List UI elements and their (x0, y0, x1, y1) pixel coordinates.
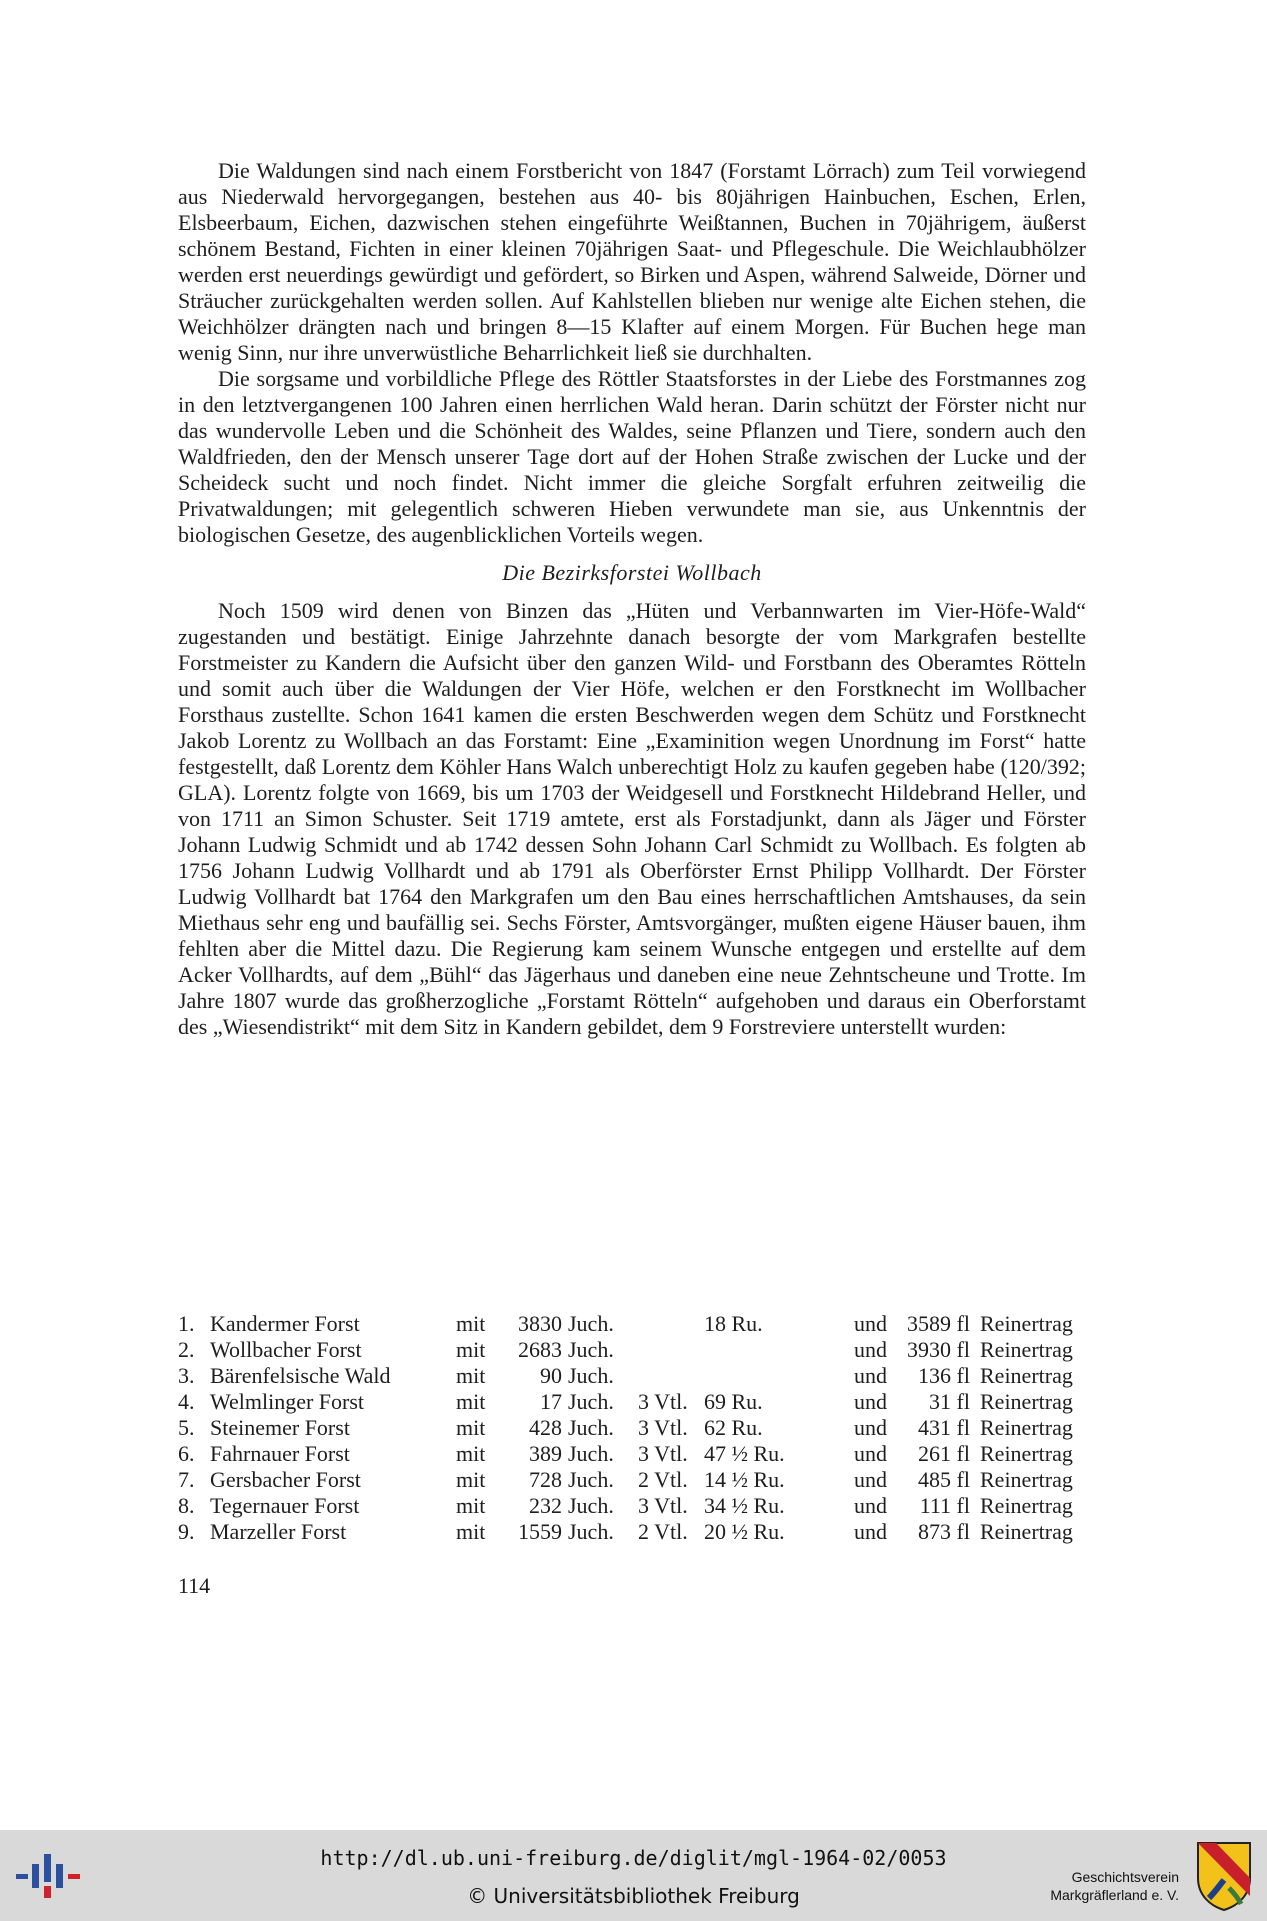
row-number: 8. (178, 1493, 195, 1518)
forest-row (178, 1519, 1088, 1545)
row-number: 6. (178, 1441, 195, 1466)
forest-row (178, 1493, 1088, 1519)
und-label: und (854, 1415, 887, 1440)
area-juchart: 17 (540, 1389, 562, 1414)
mit-label: mit (456, 1441, 486, 1466)
area-juchart: 728 (529, 1467, 562, 1492)
area-viertel (638, 1311, 704, 1337)
paragraph-bezirksforstei-history: Noch 1509 wird denen von Binzen das „Hüten und Verbannwarten im Vier-Höfe-Wald“ zugestanden und bestätigt. Einige Jahrzehnte danach besorgte der vom Markgrafen bestellte Forstmeister zu Kandern die Aufsicht über den ganzen Wild- und Forstbann des Oberamtes Rötteln und somit auch über die Waldungen der Vier Höfe, welchen er den Forstknecht im Wollbacher Forsthaus zustellte. Schon 1641 kamen die ersten Beschwerden wegen dem Schütz und Forstknecht Jakob Lorentz zu Wollbach an das Forstamt: Eine „Examinition wegen Unordnung im Forst“ hatte festgestellt, daß Lorentz dem Köhler Hans Walch unberechtigt Holz zu kaufen gegeben habe (120/392; GLA). Lorentz folgte von 1669, bis um 1703 der Weidgesell und Forstknecht Hildebrand Heller, und von 1711 an Simon Schuster. Seit 1719 amtete, erst als Forstadjunkt, dann als Jäger und Förster Johann Ludwig Schmidt und ab 1742 dessen Sohn Johann Carl Schmidt zu Wollbach. Es folgten ab 1756 Johann Ludwig Vollhardt und ab 1791 als Oberförster Ernst Philipp Vollhardt. Der Förster Ludwig Vollhardt bat 1764 den Markgrafen um den Bau eines herrschaftlichen Amtshauses, da sein Miethaus sehr eng und baufällig sei. Sechs Förster, Amtsvorgänger, mußten eigene Häuser bauen, ihm fehlten aber die Mittel dazu. Die Regierung kam seinem Wunsche entgegen und erstellte auf dem Acker Vollhardts, auf dem „Bühl“ das Jägerhaus und daneben eine neue Zehntscheune und Trotte. Im Jahre 1807 wurde das großherzogliche „Forstamt Rötteln“ aufgehoben und daraus ein Oberforstamt des „Wiesendistrikt“ mit dem Sitz in Kandern gebildet, dem 9 Forstreviere unterstellt wurden: (178, 598, 1086, 1039)
reinertrag-label: Reinertrag (980, 1441, 1073, 1466)
row-number: 1. (178, 1311, 195, 1336)
forest-row (178, 1467, 1088, 1493)
net-yield-gulden: 31 fl (929, 1389, 970, 1414)
area-viertel: 3 Vtl. (638, 1415, 688, 1440)
area-viertel (638, 1363, 704, 1389)
net-yield-gulden: 261 fl (918, 1441, 970, 1466)
row-number: 4. (178, 1389, 195, 1414)
area-juchart: 1559 (518, 1519, 562, 1544)
area-juchart: 389 (529, 1441, 562, 1466)
forest-row (178, 1311, 1088, 1337)
forest-name: Steinemer Forst (210, 1415, 350, 1440)
mit-label: mit (456, 1467, 486, 1492)
society-name-line-2: Markgräflerland e. V. (1050, 1887, 1179, 1903)
reinertrag-label: Reinertrag (980, 1415, 1073, 1440)
unit-juchart: Juch. (568, 1311, 614, 1336)
society-name-line-1: Geschichtsverein (1071, 1869, 1179, 1885)
net-yield-gulden: 3589 fl (907, 1311, 970, 1336)
document-url-link[interactable]: http://dl.ub.uni-freiburg.de/diglit/mgl-1964-02/0053 (320, 1846, 947, 1870)
net-yield-gulden: 485 fl (918, 1467, 970, 1492)
unit-juchart: Juch. (568, 1337, 614, 1362)
und-label: und (854, 1519, 887, 1544)
row-number: 5. (178, 1415, 195, 1440)
und-label: und (854, 1311, 887, 1336)
area-juchart: 3830 (518, 1311, 562, 1336)
reinertrag-label: Reinertrag (980, 1311, 1073, 1336)
forest-name: Kandermer Forst (210, 1311, 360, 1336)
forest-name: Welmlinger Forst (210, 1389, 365, 1414)
unit-juchart: Juch. (568, 1467, 614, 1492)
net-yield-gulden: 873 fl (918, 1519, 970, 1544)
area-ruten: 47 ½ Ru. (704, 1441, 785, 1466)
mit-label: mit (456, 1519, 486, 1544)
area-juchart: 2683 (518, 1337, 562, 1362)
forest-row (178, 1389, 1088, 1415)
mit-label: mit (456, 1389, 486, 1414)
forest-name: Fahrnauer Forst (210, 1441, 350, 1466)
und-label: und (854, 1337, 887, 1362)
row-number: 9. (178, 1519, 195, 1544)
und-label: und (854, 1467, 887, 1492)
area-ruten: 20 ½ Ru. (704, 1519, 785, 1544)
forest-name: Bärenfelsische Wald (210, 1363, 391, 1388)
area-viertel: 3 Vtl. (638, 1441, 688, 1466)
forest-row (178, 1363, 1088, 1389)
forest-row (178, 1337, 1088, 1363)
row-number: 3. (178, 1363, 195, 1388)
mit-label: mit (456, 1493, 486, 1518)
und-label: und (854, 1441, 887, 1466)
net-yield-gulden: 431 fl (918, 1415, 970, 1440)
area-viertel: 2 Vtl. (638, 1519, 688, 1544)
forest-row (178, 1441, 1088, 1467)
row-number: 7. (178, 1467, 195, 1492)
net-yield-gulden: 3930 fl (907, 1337, 970, 1362)
page-number: 114 (178, 1573, 211, 1598)
coat-of-arms-icon (1195, 1840, 1253, 1912)
area-ruten: 62 Ru. (704, 1415, 763, 1440)
row-number: 2. (178, 1337, 195, 1362)
area-viertel: 3 Vtl. (638, 1389, 688, 1414)
forest-district-list (178, 1311, 1088, 1545)
mit-label: mit (456, 1311, 486, 1336)
unit-juchart: Juch. (568, 1363, 614, 1388)
und-label: und (854, 1363, 887, 1388)
footer-bar (0, 1830, 1267, 1921)
paragraph-roettler-staatsforst: Die sorgsame und vorbildliche Pflege des Röttler Staatsforstes in der Liebe des Forstmannes zog in den letztvergangenen 100 Jahren einen herrlichen Wald heran. Darin schützt der Förster nicht nur das wundervolle Leben und die Schönheit des Waldes, seine Pflanzen und Tiere, sondern auch den Waldfrieden, den der Mensch unserer Tage dort auf der Hohen Straße zwischen der Lucke und der Scheideck sucht und noch findet. Nicht immer die gleiche Sorgfalt erfuhren zeitweilig die Privatwaldungen; mit gelegentlich schweren Hieben verwundete man sie, aus Unkenntnis der biologischen Gesetze, des augenblicklichen Vorteils wegen. (178, 366, 1086, 547)
area-juchart: 232 (529, 1493, 562, 1518)
net-yield-gulden: 136 fl (918, 1363, 970, 1388)
unit-juchart: Juch. (568, 1389, 614, 1414)
area-viertel (638, 1337, 704, 1363)
reinertrag-label: Reinertrag (980, 1519, 1073, 1544)
unit-juchart: Juch. (568, 1415, 614, 1440)
area-viertel: 3 Vtl. (638, 1493, 688, 1518)
unit-juchart: Juch. (568, 1493, 614, 1518)
area-viertel: 2 Vtl. (638, 1467, 688, 1492)
area-ruten (704, 1363, 854, 1389)
area-ruten: 18 Ru. (704, 1311, 763, 1336)
area-ruten (704, 1337, 854, 1363)
und-label: und (854, 1493, 887, 1518)
section-heading: Die Bezirksforstei Wollbach (502, 560, 762, 585)
society-name (1050, 1868, 1179, 1904)
forest-name: Gersbacher Forst (210, 1467, 361, 1492)
forest-name: Wollbacher Forst (210, 1337, 362, 1362)
area-ruten: 34 ½ Ru. (704, 1493, 785, 1518)
copyright-notice: © Universitätsbibliothek Freiburg (467, 1884, 800, 1908)
reinertrag-label: Reinertrag (980, 1493, 1073, 1518)
mit-label: mit (456, 1363, 486, 1388)
forest-row (178, 1415, 1088, 1441)
und-label: und (854, 1389, 887, 1414)
area-ruten: 69 Ru. (704, 1389, 763, 1414)
unit-juchart: Juch. (568, 1441, 614, 1466)
body-text (178, 158, 1086, 1040)
reinertrag-label: Reinertrag (980, 1389, 1073, 1414)
mit-label: mit (456, 1337, 486, 1362)
reinertrag-label: Reinertrag (980, 1337, 1073, 1362)
reinertrag-label: Reinertrag (980, 1467, 1073, 1492)
area-juchart: 428 (529, 1415, 562, 1440)
net-yield-gulden: 111 fl (919, 1493, 970, 1518)
paragraph-forest-report: Die Waldungen sind nach einem Forstbericht von 1847 (Forstamt Lörrach) zum Teil vorwiegend aus Niederwald hervorgegangen, bestehen aus 40- bis 80jährigen Hainbuchen, Eschen, Erlen, Elsbeerbaum, Eichen, dazwischen stehen eingeführte Weißtannen, Buchen in 70jährigem, äußerst schönem Bestand, Fichten in einer kleinen 70jährigen Saat- und Pflegeschule. Die Weichlaubhölzer werden erst neuerdings gewürdigt und gefördert, so Birken und Aspen, während Salweide, Dörner und Sträucher zurückgehalten werden sollen. Auf Kahlstellen blieben nur wenige alte Eichen stehen, die Weichhölzer drängten nach und bringen 8—15 Klafter auf einem Morgen. Für Buchen hege man wenig Sinn, nur ihre unverwüstliche Beharrlichkeit ließ sie durchhalten. (178, 158, 1086, 365)
reinertrag-label: Reinertrag (980, 1363, 1073, 1388)
mit-label: mit (456, 1415, 486, 1440)
unit-juchart: Juch. (568, 1519, 614, 1544)
area-juchart: 90 (540, 1363, 562, 1388)
area-ruten: 14 ½ Ru. (704, 1467, 785, 1492)
forest-name: Tegernauer Forst (210, 1493, 360, 1518)
forest-name: Marzeller Forst (210, 1519, 347, 1544)
